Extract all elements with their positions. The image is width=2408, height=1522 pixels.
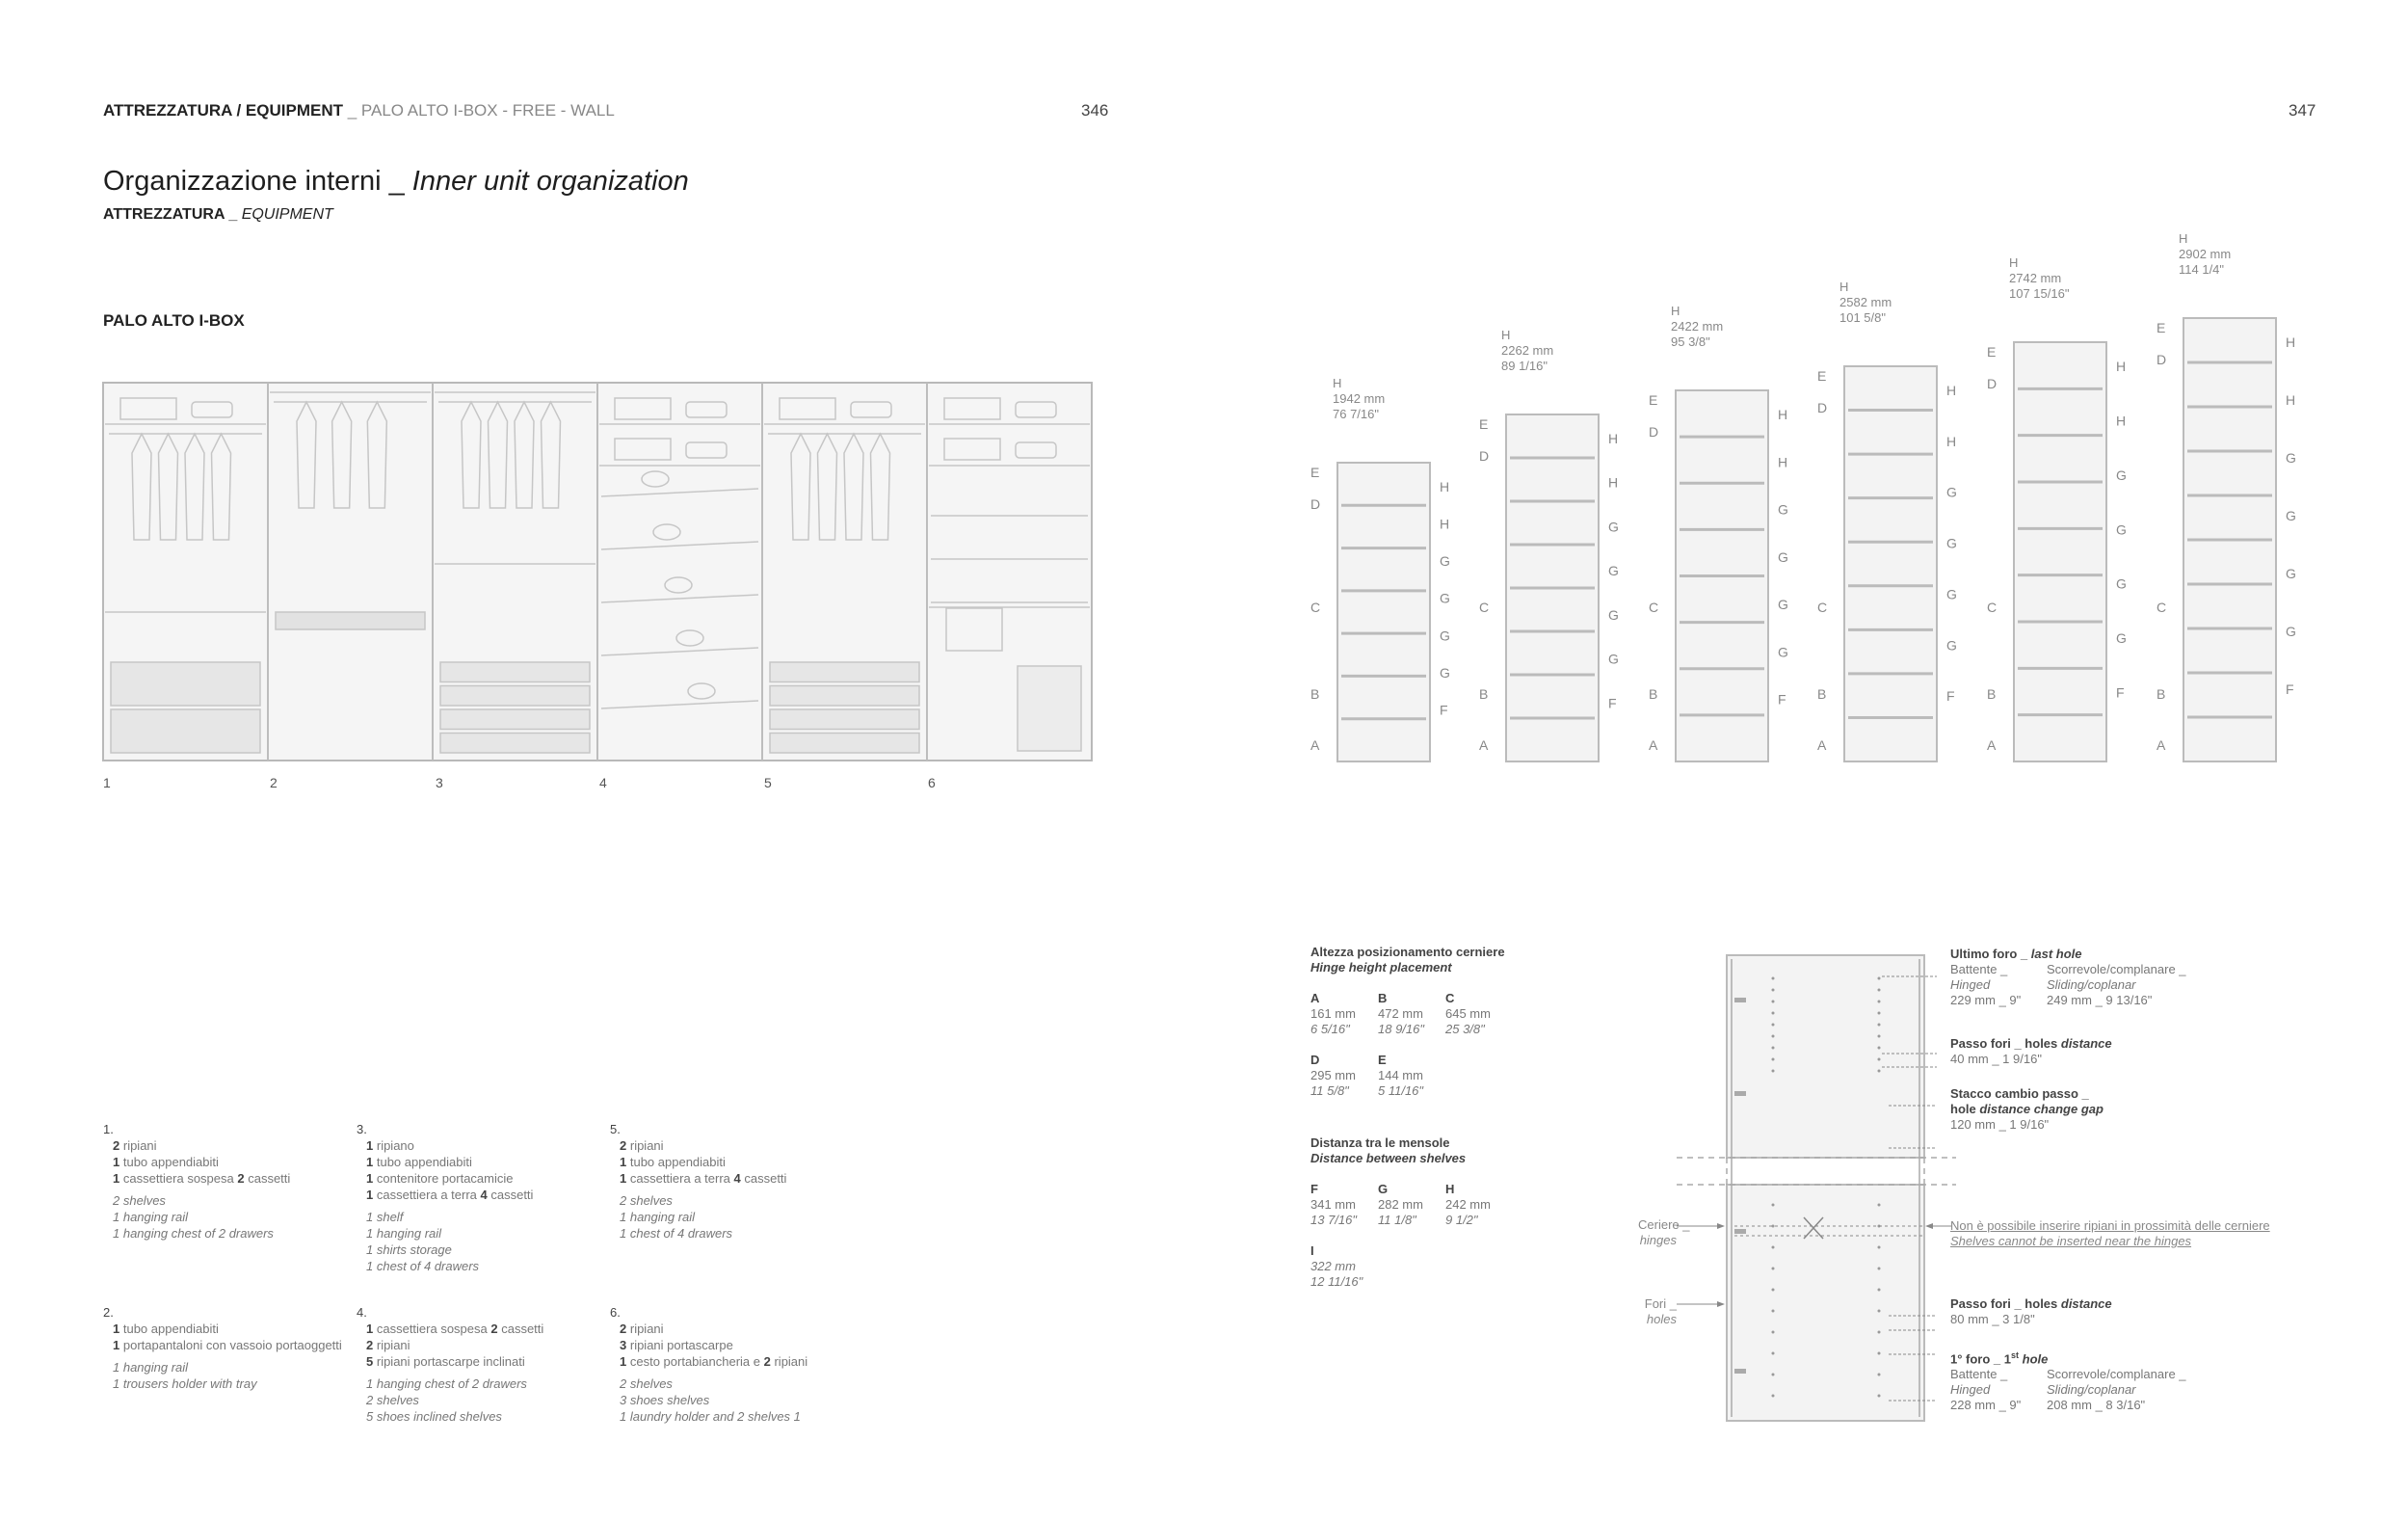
drawer	[111, 662, 260, 706]
list-item-en: 1 hanging rail	[366, 1226, 442, 1241]
shelf-table-title-en: Distance between shelves	[1310, 1151, 1467, 1165]
cabinet-section-1	[1310, 376, 1450, 761]
cabinet-section-2	[1479, 328, 1619, 761]
hole-dot	[1878, 1024, 1881, 1027]
hinge-cell-d: D 295 mm 11 5/8"	[1310, 1053, 1356, 1098]
dimension-letter: G	[1440, 553, 1450, 570]
unit-description-2	[103, 1304, 342, 1392]
drawer	[440, 734, 590, 754]
dimension-letter: E	[1310, 465, 1320, 480]
hole-dot	[1878, 977, 1881, 980]
dimension-letter: A	[2157, 737, 2166, 753]
hole-dot	[1878, 1246, 1881, 1249]
list-item-en: 1 hanging rail	[113, 1360, 189, 1375]
dimension-letter: H	[1440, 479, 1450, 494]
dimension-letter: H	[1946, 433, 1957, 449]
hole-dot	[1772, 1289, 1775, 1292]
dimension-letter: A	[1310, 737, 1320, 753]
drawer	[111, 709, 260, 753]
list-item: 1 cassettiera sospesa 2 cassetti	[366, 1322, 544, 1336]
hole-dot	[1772, 1268, 1775, 1270]
hinges-label: Ceriere _ hinges	[1638, 1217, 1690, 1247]
shelf-cell-i: I 322 mm 12 11/16"	[1310, 1243, 1363, 1289]
unit-number-5: 5	[764, 775, 772, 790]
dimension-letter: G	[1778, 597, 1788, 613]
holes-label: Fori _ holes	[1644, 1296, 1677, 1326]
laundry-basket	[1018, 666, 1081, 751]
unit-number-3: 3	[436, 775, 443, 790]
subtitle-bold: ATTREZZATURA _	[103, 206, 242, 223]
dimension-letter: B	[2157, 686, 2166, 702]
drawer	[770, 734, 919, 754]
dimension-letter: G	[1946, 535, 1957, 551]
list-item: 1 ripiano	[366, 1138, 414, 1153]
dimension-letter: C	[1310, 600, 1321, 615]
unit-description-4	[357, 1304, 543, 1425]
hole-dot	[1878, 1204, 1881, 1207]
dimension-letter: H	[1440, 516, 1450, 532]
list-item-en: 1 hanging rail	[620, 1210, 696, 1224]
dimension-letter: G	[2116, 575, 2127, 592]
cabinet-outline	[2014, 342, 2106, 761]
dimension-letter: H	[2286, 334, 2296, 350]
dimension-letter: G	[2116, 467, 2127, 483]
drawer	[770, 662, 919, 682]
hinge-cell-e: E 144 mm 5 11/16"	[1378, 1053, 1424, 1098]
dimension-letter: E	[1817, 368, 1827, 384]
list-item-en: 1 trousers holder with tray	[113, 1376, 257, 1391]
wardrobe-elevation-drawing	[101, 381, 1094, 766]
last-hole-annotation: Ultimo foro _ last hole Battente _ Hinged 229 mm _ 9" Scorrevole/complanare _ Sliding/coplanar 249 mm _ 9 13/16"	[1950, 947, 2186, 1007]
dimension-letter: H	[1946, 383, 1957, 398]
list-item: 1 tubo appendiabiti	[366, 1155, 472, 1169]
hole-dot	[1772, 1331, 1775, 1334]
dimension-letter: G	[1778, 501, 1788, 518]
hole-dot	[1878, 1395, 1881, 1398]
dimension-letter: G	[1946, 484, 1957, 500]
list-item-en: 1 laundry holder and 2 shelves 1	[620, 1409, 801, 1424]
hole-dot	[1772, 1310, 1775, 1313]
height-label: H 2422 mm 95 3/8"	[1671, 304, 1724, 349]
list-item: 1 portapantaloni con vassoio portaoggetti	[113, 1338, 342, 1352]
hole-dot	[1878, 1035, 1881, 1038]
hinge-cell-a: A 161 mm 6 5/16"	[1310, 991, 1356, 1036]
dimension-letter: G	[1440, 664, 1450, 681]
cabinet-section-4	[1817, 280, 1957, 761]
dimension-letter: E	[1987, 344, 1997, 360]
dimension-letter: F	[1946, 688, 1955, 705]
dimension-letter: B	[1649, 686, 1658, 702]
unit-description-6	[610, 1304, 807, 1425]
dimension-letter: D	[1310, 496, 1321, 512]
hole-dot	[1772, 1047, 1775, 1050]
list-item: 1 contenitore portacamicie	[366, 1171, 514, 1186]
gap-annotation: Stacco cambio passo _ hole distance change gap 120 mm _ 1 9/16"	[1950, 1086, 2104, 1132]
list-item: 1 cassettiera a terra 4 cassetti	[620, 1171, 787, 1186]
section-label: PALO ALTO I-BOX	[103, 311, 245, 330]
cabinet-heights-drawing	[1301, 231, 2296, 781]
dimension-letter: G	[2286, 508, 2296, 523]
cabinet-section-5	[1987, 255, 2127, 761]
hole-detail-drawing	[1638, 949, 1956, 1431]
unit-description-number: 2.	[103, 1305, 114, 1320]
trousers-holder	[276, 612, 425, 629]
dimension-letter: C	[1649, 600, 1659, 615]
list-item-en: 2 shelves	[113, 1193, 166, 1208]
list-item: 1 tubo appendiabiti	[113, 1155, 219, 1169]
hole-dot	[1772, 1012, 1775, 1015]
list-item: 1 cassettiera sospesa 2 cassetti	[113, 1171, 291, 1186]
list-item-en: 3 shoes shelves	[620, 1393, 710, 1407]
dimension-letter: H	[2116, 413, 2127, 429]
hole-dot	[1772, 1058, 1775, 1061]
warning-annotation: Non è possibile inserire ripiani in prossimità delle cerniere Shelves cannot be inserted near the hinges	[1950, 1218, 2270, 1248]
header-bold: ATTREZZATURA / EQUIPMENT	[103, 101, 343, 120]
dimension-letter: G	[1608, 606, 1619, 623]
dimension-letter: F	[1778, 691, 1786, 708]
list-item-en: 2 shelves	[620, 1193, 673, 1208]
hole-dot	[1772, 1070, 1775, 1073]
dimension-letter: G	[1440, 627, 1450, 644]
first-hole-annotation: 1° foro _ 1st hole Battente _ Hinged 228 mm _ 9" Scorrevole/complanare _ Sliding/coplanar 208 mm _ 8 3/16"	[1950, 1350, 2186, 1413]
hole-dot	[1772, 1204, 1775, 1207]
hole-dot	[1772, 1035, 1775, 1038]
list-item-en: 5 shoes inclined shelves	[366, 1409, 502, 1424]
hinge-cell-b: B 472 mm 18 9/16"	[1378, 991, 1424, 1036]
height-label: H 2262 mm 89 1/16"	[1501, 328, 1554, 373]
unit-description-number: 3.	[357, 1122, 367, 1136]
hinge-table-title: Altezza posizionamento cerniere	[1310, 945, 1505, 959]
list-item-en: 1 chest of 4 drawers	[366, 1259, 480, 1273]
unit-number-2: 2	[270, 775, 278, 790]
dimension-letter: G	[1608, 651, 1619, 667]
dimension-letter: F	[1440, 702, 1448, 718]
unit-description-5	[610, 1121, 786, 1242]
hole-dot	[1878, 1047, 1881, 1050]
dimension-letter: H	[2116, 359, 2127, 374]
unit-description-number: 1.	[103, 1122, 114, 1136]
dimension-letter: D	[1649, 424, 1659, 440]
dimension-letter: G	[1778, 548, 1788, 565]
dimension-letter: D	[1479, 448, 1490, 464]
dimension-letter: G	[2286, 624, 2296, 639]
dimension-letter: G	[1608, 563, 1619, 579]
list-item-en: 1 chest of 4 drawers	[620, 1226, 733, 1241]
dimension-letter: A	[1987, 737, 1997, 753]
running-header	[103, 101, 615, 120]
list-item-en: 1 hanging chest of 2 drawers	[113, 1226, 274, 1241]
shelf-cell-h: H 242 mm 9 1/2"	[1445, 1182, 1491, 1227]
hole-dot	[1772, 977, 1775, 980]
dimension-letter: H	[1778, 454, 1788, 470]
dimension-letter: G	[2116, 521, 2127, 538]
subtitle-italic: EQUIPMENT	[241, 206, 333, 223]
hole-dot	[1878, 1352, 1881, 1355]
dimension-letter: C	[1817, 600, 1828, 615]
list-item-en: 1 hanging rail	[113, 1210, 189, 1224]
dimension-letter: G	[2286, 566, 2296, 581]
unit-number-4: 4	[599, 775, 607, 790]
list-item: 2 ripiani	[113, 1138, 157, 1153]
hinge-cell-c: C 645 mm 25 3/8"	[1445, 991, 1491, 1036]
list-item: 1 tubo appendiabiti	[620, 1155, 726, 1169]
list-item: 1 cassettiera a terra 4 cassetti	[366, 1188, 534, 1202]
list-item-en: 1 shirts storage	[366, 1242, 452, 1257]
page-number-right: 347	[2289, 101, 2316, 120]
list-item-en: 2 shelves	[366, 1393, 419, 1407]
unit-description-number: 5.	[610, 1122, 621, 1136]
dimension-letter: C	[1479, 600, 1490, 615]
list-item-en: 1 shelf	[366, 1210, 404, 1224]
hole-dot	[1878, 1058, 1881, 1061]
height-label: H 2902 mm 114 1/4"	[2179, 231, 2232, 277]
unit-number-1: 1	[103, 775, 111, 790]
hole-dot	[1878, 1012, 1881, 1015]
drawer	[770, 686, 919, 707]
dimension-letter: G	[1440, 590, 1450, 606]
dimension-letter: H	[1608, 474, 1619, 491]
dimension-letter: F	[2286, 681, 2294, 697]
unit-description-3	[357, 1121, 533, 1274]
shelf-cell-f: F 341 mm 13 7/16"	[1310, 1182, 1357, 1227]
title-main: Organizzazione interni _	[103, 166, 412, 197]
hole-dot	[1772, 1352, 1775, 1355]
hole-pitch-annotation-1: Passo fori _ holes distance 40 mm _ 1 9/16"	[1950, 1036, 2112, 1066]
dimension-letter: G	[1946, 637, 1957, 654]
dimension-letter: G	[1608, 519, 1619, 535]
hole-dot	[1772, 1374, 1775, 1376]
dimension-letter: B	[1310, 686, 1320, 702]
dimension-letter: F	[2116, 684, 2125, 701]
hole-dot	[1878, 989, 1881, 992]
unit-description-number: 4.	[357, 1305, 367, 1320]
hole-dot	[1878, 1289, 1881, 1292]
shelf-distance-table	[1310, 1135, 1513, 1290]
list-item: 1 tubo appendiabiti	[113, 1322, 219, 1336]
hole-dot	[1772, 989, 1775, 992]
hole-dot	[1878, 1374, 1881, 1376]
list-item: 1 cesto portabiancheria e 2 ripiani	[620, 1354, 808, 1369]
hole-dot	[1772, 1395, 1775, 1398]
dimension-letter: B	[1479, 686, 1489, 702]
hole-dot	[1772, 1024, 1775, 1027]
unit-number-6: 6	[928, 775, 936, 790]
hole-dot	[1878, 1268, 1881, 1270]
height-label: H 2742 mm 107 15/16"	[2009, 255, 2070, 301]
list-item: 2 ripiani	[366, 1338, 410, 1352]
hole-dot	[1772, 1001, 1775, 1003]
dimension-letter: H	[1778, 407, 1788, 422]
dimension-letter: E	[2157, 320, 2166, 335]
dimension-letter: G	[2116, 630, 2127, 647]
cabinet-outline	[1337, 463, 1430, 761]
page-title	[103, 166, 689, 198]
hole-dot	[1878, 1310, 1881, 1313]
page-subtitle	[103, 206, 333, 224]
dimension-letter: E	[1479, 416, 1489, 432]
height-label: H 1942 mm 76 7/16"	[1333, 376, 1386, 421]
dimension-letter: A	[1479, 737, 1489, 753]
dimension-letter: C	[2157, 600, 2167, 615]
drawer	[440, 686, 590, 707]
hinge-placement-table	[1310, 945, 1513, 1099]
title-italic: Inner unit organization	[411, 166, 689, 197]
shelf-table-title: Distanza tra le mensole	[1310, 1135, 1450, 1150]
dimension-letter: B	[1987, 686, 1997, 702]
dimension-letter: H	[1608, 431, 1619, 446]
unit-description-1	[103, 1121, 290, 1242]
hole-dot	[1878, 1070, 1881, 1073]
drawer	[440, 662, 590, 682]
dimension-letter: B	[1817, 686, 1827, 702]
dimension-letter: D	[2157, 352, 2167, 367]
cabinet-section-3	[1649, 304, 1788, 761]
dimension-letter: H	[2286, 392, 2296, 408]
hole-dot	[1772, 1246, 1775, 1249]
unit-description-number: 6.	[610, 1305, 621, 1320]
height-label: H 2582 mm 101 5/8"	[1839, 280, 1892, 325]
page-number-left: 346	[1081, 101, 1109, 120]
header-rest: _ PALO ALTO I-BOX - FREE - WALL	[343, 101, 615, 120]
list-item: 2 ripiani	[620, 1322, 664, 1336]
dimension-letter: F	[1608, 695, 1617, 711]
dimension-letter: G	[1946, 586, 1957, 602]
list-item: 3 ripiani portascarpe	[620, 1338, 733, 1352]
drawer	[770, 709, 919, 730]
list-item-en: 2 shelves	[620, 1376, 673, 1391]
hole-dot	[1878, 1001, 1881, 1003]
drawer	[440, 709, 590, 730]
list-item: 5 ripiani portascarpe inclinati	[366, 1354, 525, 1369]
dimension-letter: D	[1817, 400, 1828, 415]
hinge-table-title-en: Hinge height placement	[1310, 960, 1452, 975]
list-item: 2 ripiani	[620, 1138, 664, 1153]
hole-dot	[1878, 1331, 1881, 1334]
dimension-letter: A	[1649, 737, 1658, 753]
dimension-letter: E	[1649, 392, 1658, 408]
dimension-letter: D	[1987, 376, 1998, 391]
dimension-letter: C	[1987, 600, 1998, 615]
hole-pitch-annotation-2: Passo fori _ holes distance 80 mm _ 3 1/8"	[1950, 1296, 2112, 1326]
dimension-letter: G	[2286, 450, 2296, 466]
list-item-en: 1 hanging chest of 2 drawers	[366, 1376, 527, 1391]
cabinet-section-6	[2157, 231, 2296, 761]
cabinet-outline	[1844, 366, 1937, 761]
shelf-cell-g: G 282 mm 11 1/8"	[1378, 1182, 1423, 1227]
dimension-letter: A	[1817, 737, 1827, 753]
dimension-letter: G	[1778, 644, 1788, 660]
